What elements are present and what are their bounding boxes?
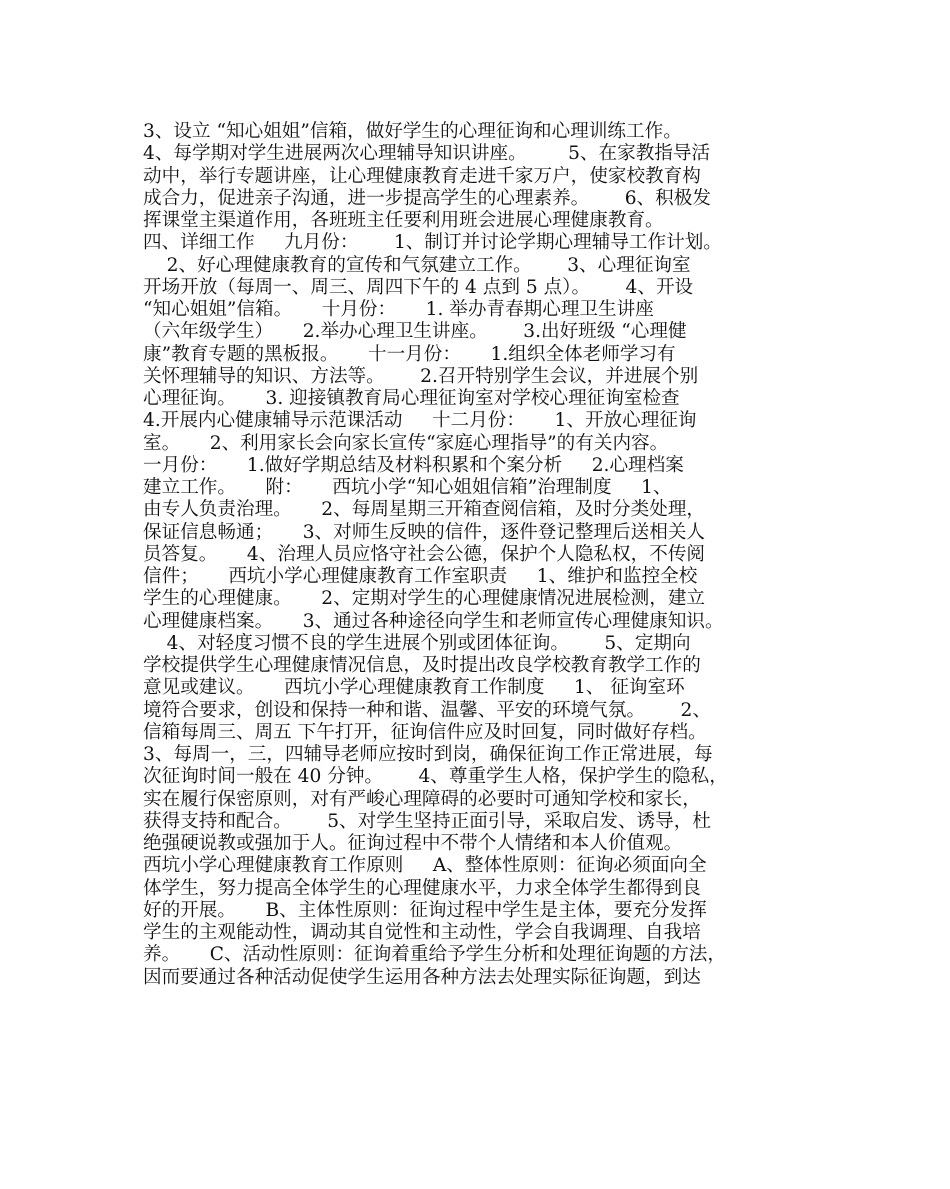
text-line: 建立工作。 附： 西坑小学“知心姐姐信箱”治理制度 1、 [143, 477, 672, 498]
text-line: 康”教育专题的黑板报。 十一月份： 1.组织全体老师学习有 [143, 343, 676, 365]
text-line: （六年级学生） 2.举办心理卫生讲座。 3.出好班级 “心理健 [143, 321, 687, 343]
text-line: 好的开展。 B、主体性原则：征询过程中学生是主体，要充分发挥 [143, 899, 707, 921]
text-line: 四、详细工作 九月份： 1、制订并讨论学期心理辅导工作计划。 [143, 232, 722, 254]
text-line: 关怀理辅导的知识、方法等。 2.召开特别学生会议，并进展个别 [143, 365, 699, 387]
text-line: 次征询时间一般在 40 分钟。 4、尊重学生人格，保护学生的隐私， [143, 766, 728, 788]
text-line: 养。 C、活动性原则：征询着重给予学生分析和处理征询题的方法， [143, 944, 726, 966]
body-text [143, 121, 823, 989]
text-line: 4、对轻度习惯不良的学生进展个别或团体征询。 5、定期向 [143, 632, 691, 654]
text-line: “知心姐姐”信箱。 十月份： 1. 举办青春期心理卫生讲座 [143, 299, 654, 320]
text-line: 成合力，促进亲子沟通，进一步提高学生的心理素养。 6、积极发 [143, 187, 711, 209]
text-line: 4、每学期对学生进展两次心理辅导知识讲座。 5、在家教指导活 [143, 143, 711, 165]
text-line: 信件； 西坑小学心理健康教育工作室职责 1、维护和监控全校 [143, 566, 698, 587]
text-line: 保证信息畅通； 3、对师生反映的信件，逐件登记整理后送相关人 [143, 521, 706, 543]
text-line: 挥课堂主渠道作用，各班班主任要利用班会进展心理健康教育。 [143, 210, 664, 231]
text-line: 员答复。 4、治理人员应恪守社会公德，保护个人隐私权，不传阅 [143, 543, 706, 565]
text-line: 2、好心理健康教育的宣传和气氛建立工作。 3、心理征询室 [143, 254, 691, 276]
text-line: 因而要通过各种活动促使学生运用各种方法去处理实际征询题，到达 [143, 966, 701, 988]
text-line: 室。 2、利用家长会向家长宣传“家庭心理指导”的有关内容。 [143, 432, 669, 454]
text-line: 实在履行保密原则，对有严峻心理障碍的必要时可通知学校和家长， [143, 788, 701, 810]
text-line: 西坑小学心理健康教育工作原则 A、整体性原则：征询必须面向全 [143, 855, 707, 877]
text-line: 体学生，努力提高全体学生的心理健康水平，力求全体学生都得到良 [143, 877, 701, 899]
text-line: 境符合要求，创设和保持一种和谐、温馨、平安的环境气氛。 2、 [143, 699, 711, 721]
text-line: 意见或建议。 西坑小学心理健康教育工作制度 1、 征询室环 [143, 677, 685, 699]
text-line: 开场开放（每周一、周三、周四下午的 4 点到 5 点）。 4、开设 [143, 276, 694, 298]
text-line: 获得支持和配合。 5、对学生坚持正面引导，采取启发、诱导，杜 [143, 810, 711, 832]
text-line: 绝强硬说教或强加于人。征询过程中不带个人情绪和本人价值观。 [143, 833, 683, 854]
text-line: 学校提供学生心理健康情况信息，及时提出改良学校教育教学工作的 [143, 655, 701, 676]
text-line: 心理征询。 3. 迎接镇教育局心理征询室对学校心理征询室检查 [143, 388, 680, 409]
text-line: 3、每周一，三，四辅导老师应按时到岗，确保征询工作正常进展，每 [143, 744, 713, 765]
text-line: 3、设立 “知心姐姐”信箱，做好学生的心理征询和心理训练工作。 [143, 121, 682, 142]
text-line: 动中，举行专题讲座，让心理健康教育走进千家万户，使家校教育构 [143, 165, 701, 187]
text-line: 由专人负责治理。 2、每周星期三开箱查阅信箱，及时分类处理， [143, 499, 706, 521]
text-line: 信箱每周三、周五 下午打开，征询信件应及时回复，同时做好存档。 [143, 721, 707, 743]
text-line: 4.开展内心健康辅导示范课活动 十二月份： 1、开放心理征询 [143, 410, 697, 432]
text-line: 心理健康档案。 3、通过各种途径向学生和老师宣传心理健康知识。 [143, 610, 724, 632]
text-line: 学生的心理健康。 2、定期对学生的心理健康情况进展检测，建立 [143, 588, 706, 610]
text-line: 一月份： 1.做好学期总结及材料积累和个案分析 2.心理档案 [143, 454, 684, 476]
text-line: 学生的主观能动性，调动其自觉性和主动性，学会自我调理、自我培 [143, 922, 701, 943]
